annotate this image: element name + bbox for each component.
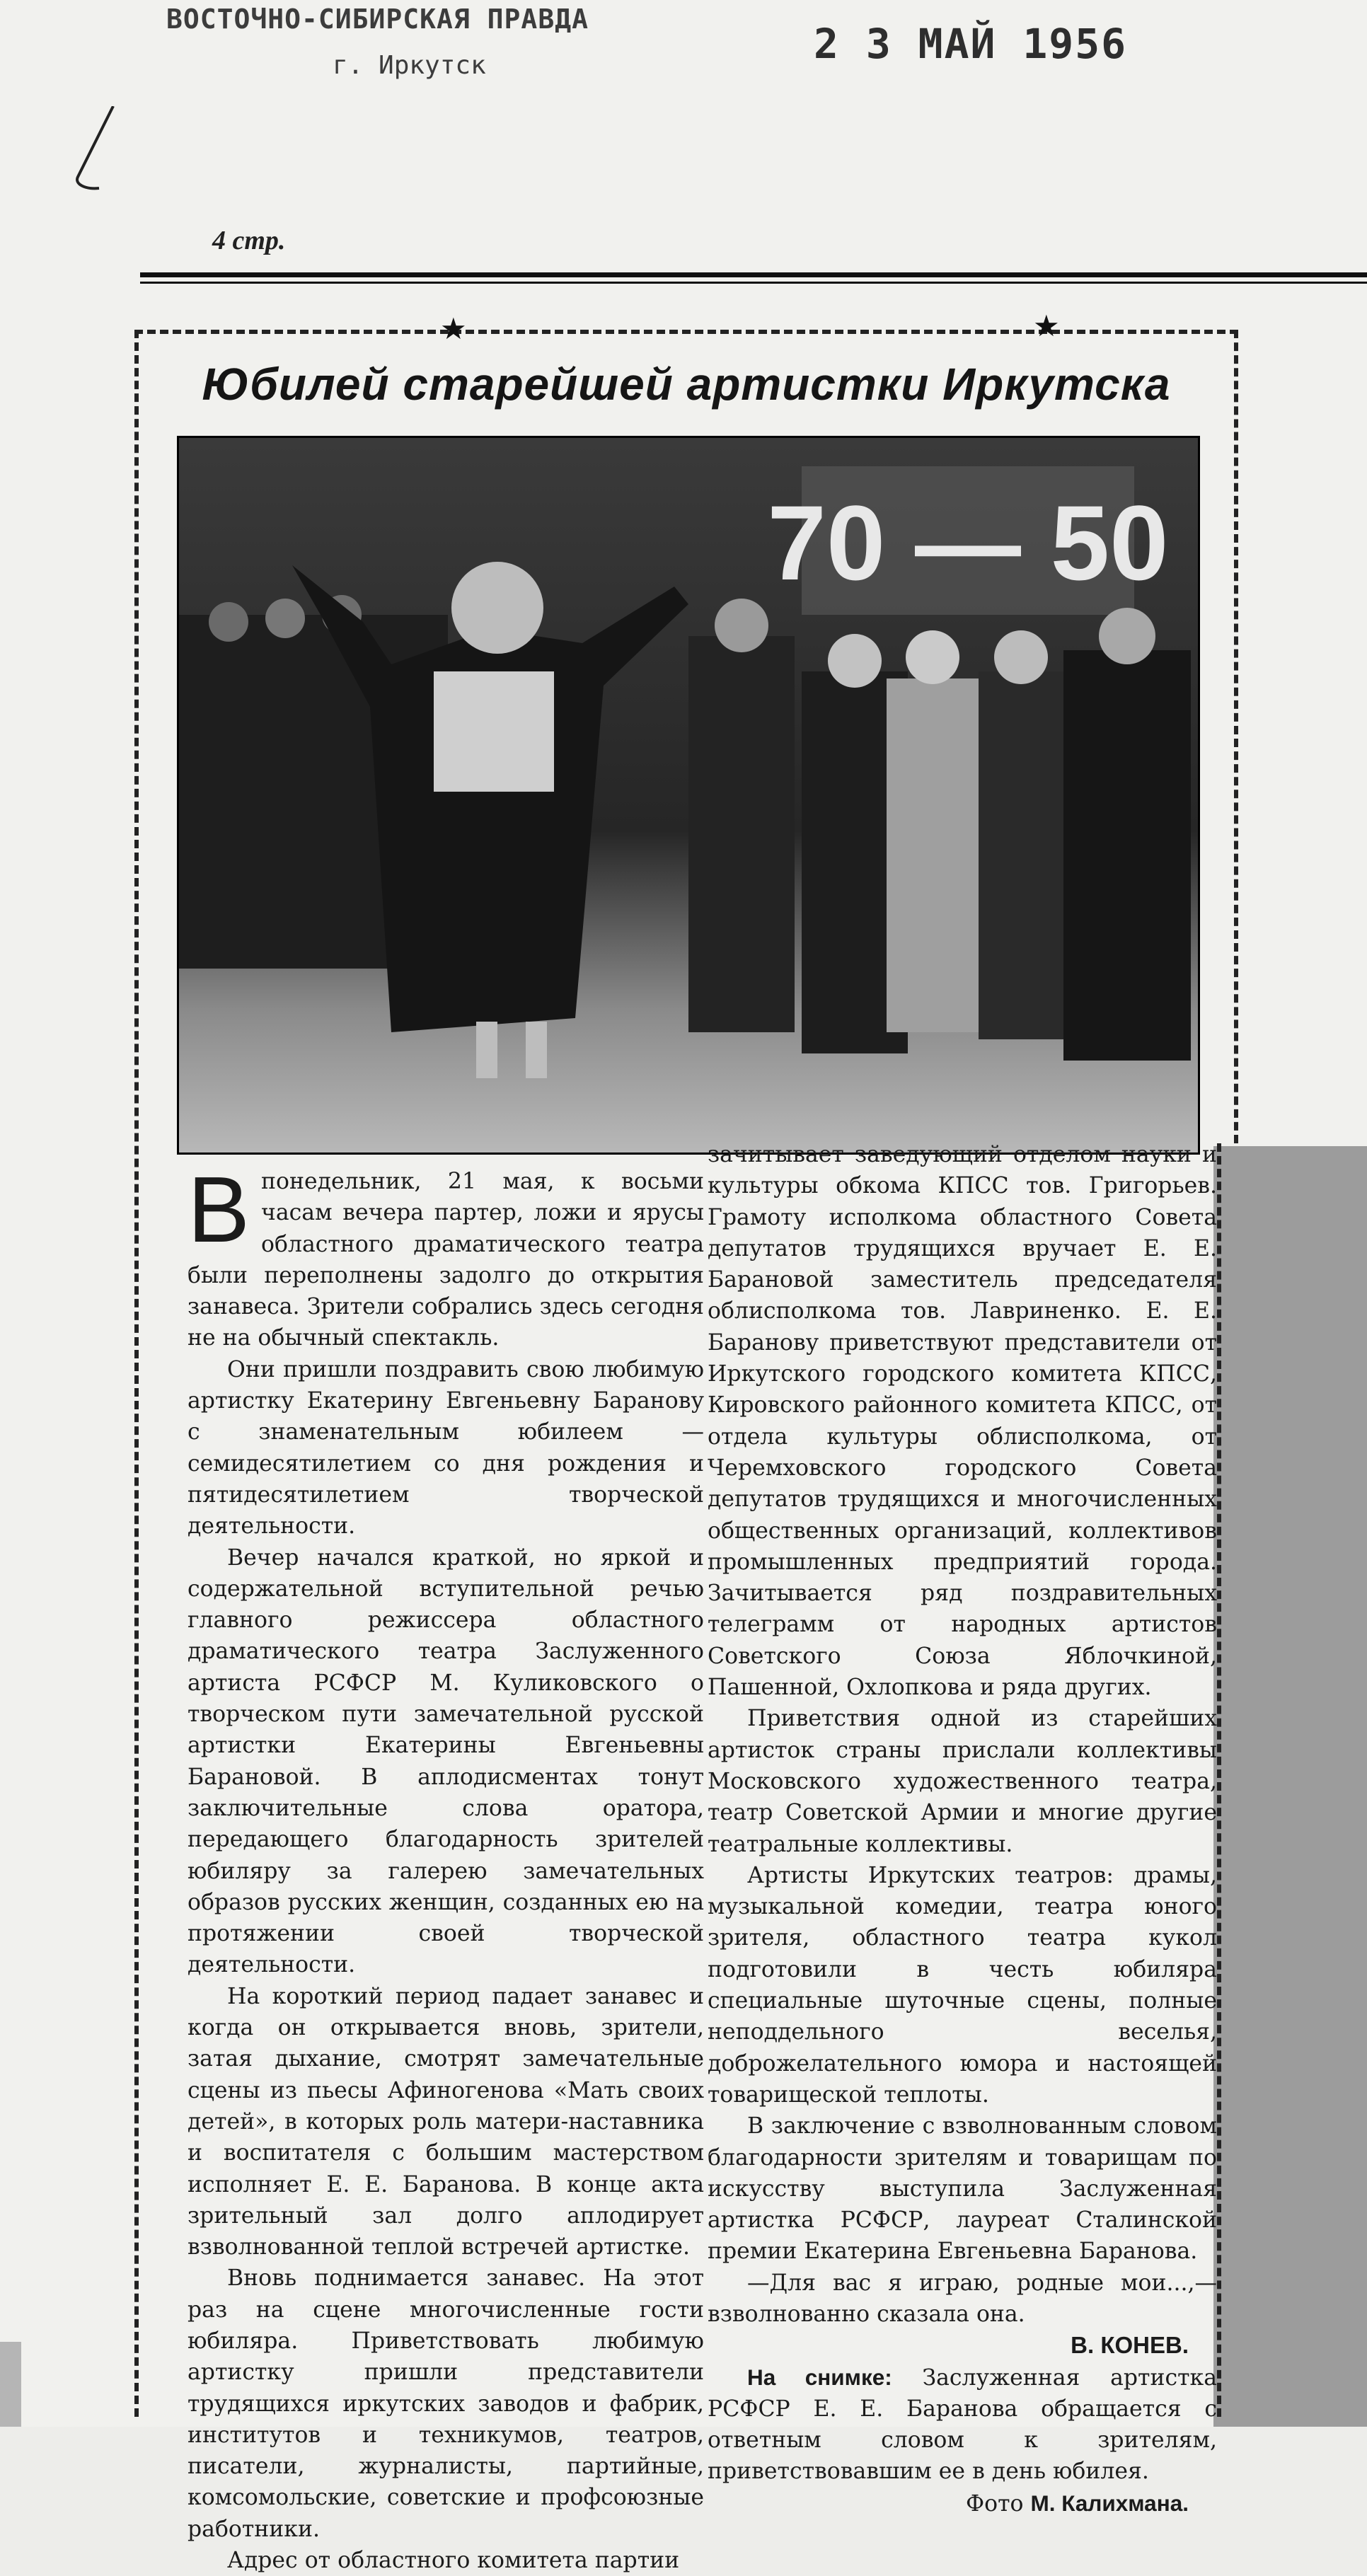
stamp-newspaper-name: ВОСТОЧНО-СИБИРСКАЯ ПРАВДА: [166, 4, 589, 35]
stamp-date: 2 3 МАЙ 1956: [814, 20, 1128, 68]
photo: [177, 436, 1200, 1155]
page-number: 4 стр.: [212, 226, 286, 255]
headline: Юбилей старейшей артистки Иркутска: [202, 359, 1171, 410]
clip-border-right: [1234, 330, 1238, 1143]
photo-credit: Фото М. Калихмана.: [966, 2490, 1189, 2517]
paragraph: В понедельник, 21 мая, к восьми часам вечера партер, ложи и ярусы областного драматического театра были переполнены задолго до открытия занавеса. Зрители собрались здесь сегодня не на обычный спектакль.: [188, 1157, 704, 1351]
clip-border-right-lower: [1217, 1143, 1221, 2417]
star-icon: ★: [440, 311, 467, 346]
top-rule-thick: [140, 272, 1367, 277]
text-column-2: [708, 1139, 1217, 2519]
text-column-1: [188, 1157, 704, 2576]
photo-illustration: [179, 438, 1198, 1153]
paragraph: Вечер начался краткой, но яркой и содержательной вступительной речью главного режиссера областного драматического театра Заслуженного артиста РСФСР М. Куликовского о творческом пути замечательной русской артистки Екатерины Евгеньевны Барановой. В аплодисментах тонут заключительные слова оратора, передающего благодарность зрителей юбиляру за галерею замечательных образов русских женщин, созданных ею на протяжении своей творческой деятельности.: [188, 1544, 704, 1978]
author-signature: В. КОНЕВ.: [1071, 2332, 1189, 2359]
pen-mark: [71, 106, 149, 212]
paragraph: —Для вас я играю, родные мои...,— взволнованно сказала она.: [708, 2270, 1217, 2327]
gray-backing-corner: [0, 2342, 21, 2427]
paragraph: Артисты Иркутских театров: драмы, музыкальной комедии, театра юного зрителя, областного театра кукол подготовили в честь юбиляра специальные шуточные сцены, полные неподдельного веселья, доброжелательного юмора и настоящей товарищеской теплоты.: [708, 1862, 1217, 2108]
top-rule-thin: [140, 282, 1367, 284]
paragraph: зачитывает заведующий отделом науки и культуры обкома КПСС тов. Григорьев. Грамоту исполкома областного Совета депутатов трудящихся вручает Е. Е. Барановой заместитель председателя облисполкома тов. Лавриненко. Е. Е. Баранову приветствуют представители от Иркутского городского комитета КПСС, Кировского районного комитета КПСС, от отдела культуры облисполкома, от Черемховского городского Совета депутатов трудящихся и многочисленных общественных организаций, коллективов промышленных предприятий города. Зачитывается ряд поздравительных телеграмм от народных артистов Советского Союза Яблочкиной, Пашенной, Охлопкова и ряда других.: [708, 1142, 1217, 1701]
photo-caption: На снимке: Заслуженная артистка РСФСР Е. Е. Баранова обращается с ответным словом к зрителям, приветствовавшим ее в день юбилея.: [708, 2364, 1217, 2485]
paragraph: Вновь поднимается занавес. На этот раз на сцене многочисленные гости юбиляра. Приветствовать любимую артистку пришли представители трудящихся иркутских заводов и фабрик, институтов и техникумов, театров, писатели, журналисты, партийные, комсомольские, советские и профсоюзные работники.: [188, 2265, 704, 2542]
drop-cap: В: [188, 1157, 250, 1261]
clip-border-left: [134, 330, 139, 2417]
paragraph: Адрес от областного комитета партии: [227, 2548, 680, 2574]
paragraph: В заключение с взволнованным словом благодарности зрителям и товарищам по искусству выступила Заслуженная артистка РСФСР, лауреат Сталинской премии Екатерина Евгеньевна Баранова.: [708, 2113, 1217, 2265]
paragraph: Они пришли поздравить свою любимую артистку Екатерину Евгеньевну Баранову с знаменательным юбилеем — семидесятилетием со дня рождения и пятидесятилетием творческой деятельности.: [188, 1356, 704, 1540]
caption-label: На снимке:: [747, 2364, 892, 2390]
photo-banner: 70 — 50: [767, 483, 1169, 602]
paragraph: На короткий период падает занавес и когда он открывается вновь, зрители, затая дыхание, смотрят замечательные сцены из пьесы Афиногенова «Мать своих детей», в которых роль матери-наставника и воспитателя с большим мастерством исполняет Е. Е. Баранова. В конце акта зрительный зал долго аплодирует взволнованной теплой встречей артистке.: [188, 1983, 704, 2260]
clip-border-top: [134, 330, 1238, 334]
stamp-city: г. Иркутск: [333, 51, 486, 80]
star-icon: ★: [1033, 308, 1060, 343]
paragraph: Приветствия одной из старейших артисток страны прислали коллективы Московского художественного театра, театр Советской Армии и многие другие театральные коллективы.: [708, 1706, 1217, 1857]
